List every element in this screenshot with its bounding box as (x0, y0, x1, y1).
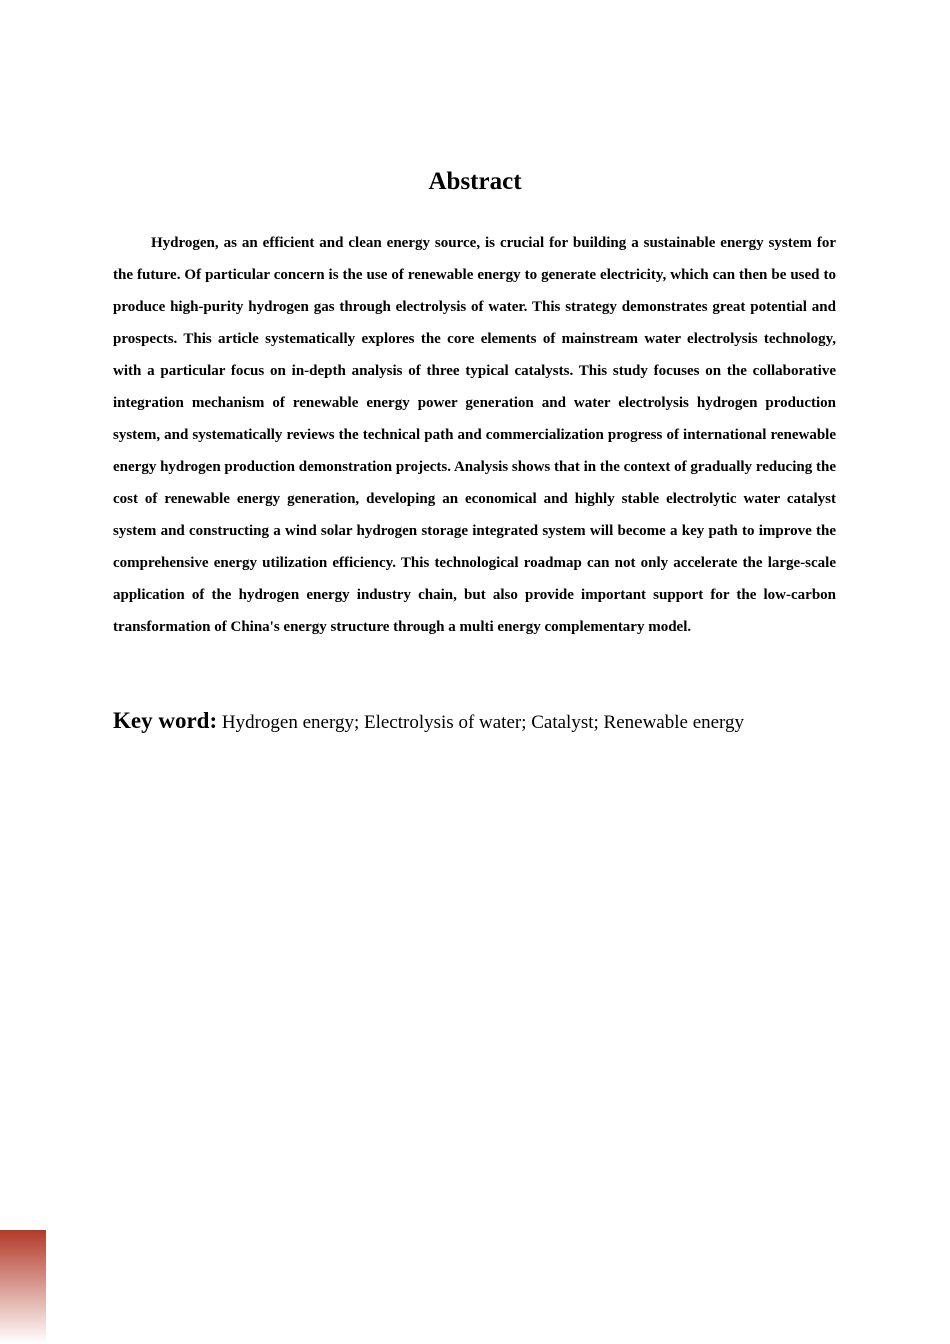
keywords-label: Key word: (113, 708, 218, 733)
keywords-text: Hydrogen energy; Electrolysis of water; Catalyst; Renewable energy (217, 712, 745, 733)
abstract-title: Abstract (428, 168, 522, 195)
corner-accent-bar (0, 1230, 46, 1344)
abstract-body: Hydrogen, as an efficient and clean energy source, is crucial for building a sustainable energy system for the future. Of particular concern is the use of renewable energy to generate electricity, which can then be used to produce high-purity hydrogen gas through electrolysis of water. This strategy demonstrates great potential and prospects. This article systematically explores the core elements of mainstream water electrolysis technology, with a particular focus on in-depth analysis of three typical catalysts. This study focuses on the collaborative integration mechanism of renewable energy power generation and water electrolysis hydrogen production system, and systematically reviews the technical path and commercialization progress of international renewable energy hydrogen production demonstration projects. Analysis shows that in the context of gradually reducing the cost of renewable energy generation, developing an economical and highly stable electrolytic water catalyst system and constructing a wind solar hydrogen storage integrated system will become a key path to improve the comprehensive energy utilization efficiency. This technological roadmap can not only accelerate the large-scale application of the hydrogen energy industry chain, but also provide important support for the low-carbon transformation of China's energy structure through a multi energy complementary model. (113, 235, 836, 635)
keywords-line (113, 705, 873, 739)
